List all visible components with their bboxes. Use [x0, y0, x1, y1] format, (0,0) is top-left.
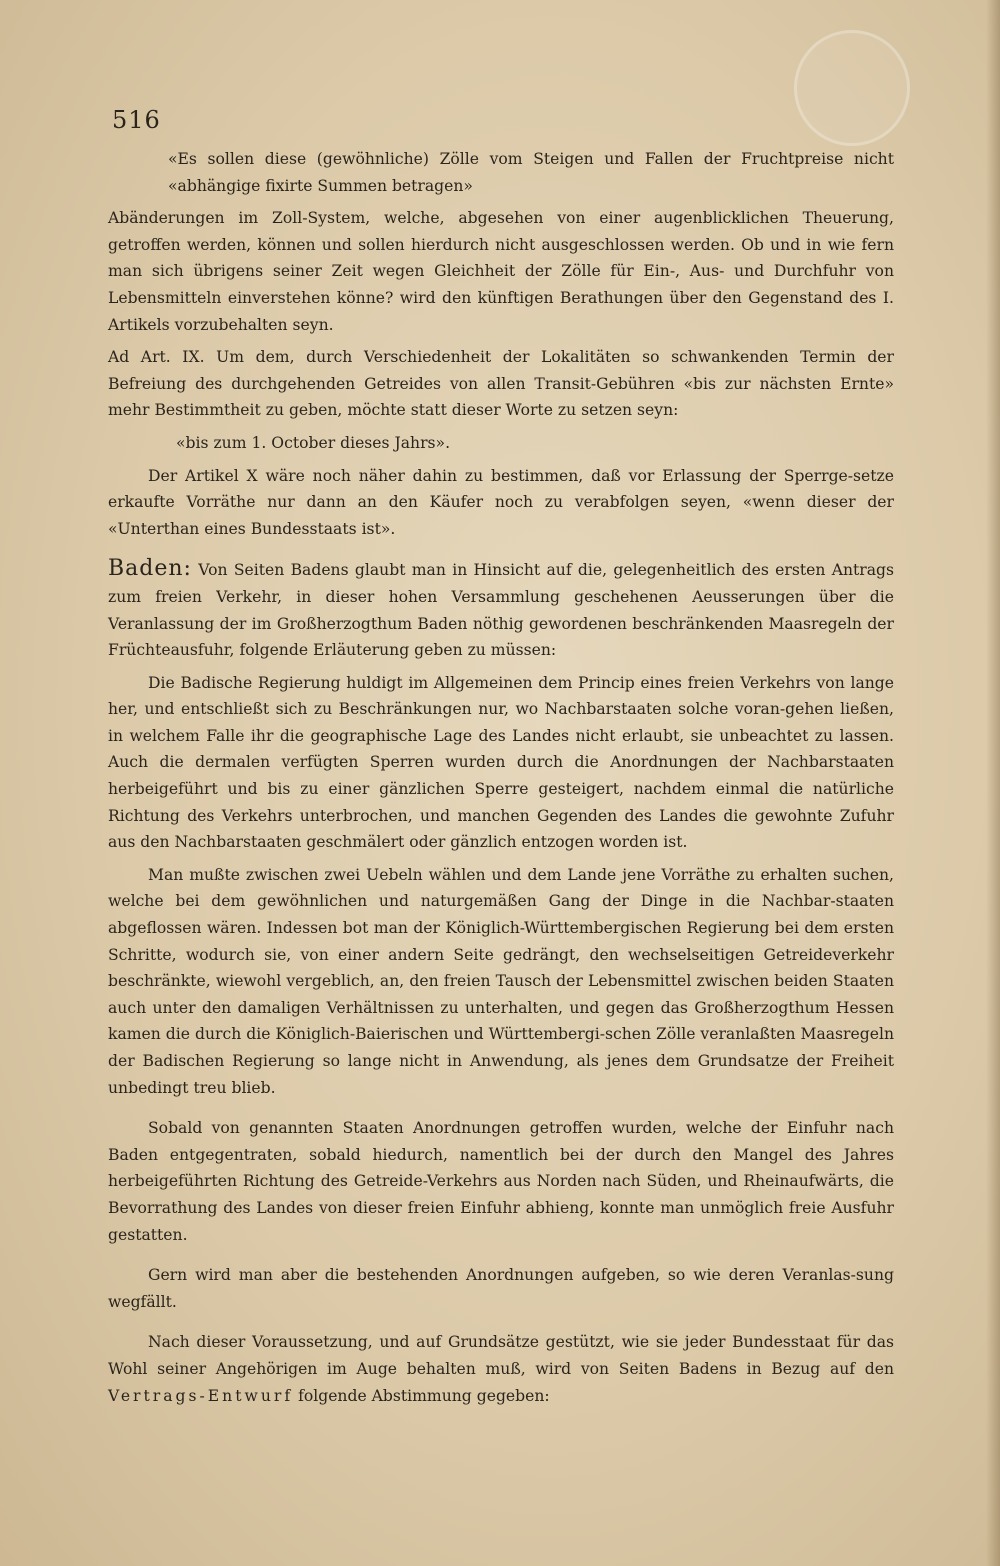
- paragraph-article-x: Der Artikel X wäre noch näher dahin zu bestimmen, daß vor Erlassung der Sperrge-setze erkaufte Vorräthe nur dann an den Käufer noch zu verabfolgen seyen, «wenn dieser der «Unterthan eines Bundesstaats ist».: [108, 466, 894, 538]
- voraussetzung-text-b: folgende Abstimmung gegeben:: [298, 1386, 550, 1405]
- paragraph-gern: Gern wird man aber die bestehenden Anordnungen aufgeben, so wie deren Veranlas-sung wegfällt.: [108, 1266, 894, 1311]
- paragraph-baden: [108, 556, 894, 663]
- vertrags-entwurf-term: Vertrags-Entwurf: [108, 1386, 294, 1405]
- paragraph-sobald: Sobald von genannten Staaten Anordnungen getroffen wurden, welche der Einfuhr nach Baden entgegentraten, sobald hiedurch, namentlich bei der durch den Mangel des Jahres herbeigeführten Richtung des Getreide-Verkehrs aus Norden nach Süden, und Rheinaufwärts, die Bevorrathung des Landes von dieser freien Einfuhr abhieng, konnte man unmöglich freie Ausfuhr gestatten.: [108, 1119, 894, 1244]
- paragraph-quote-october: «bis zum 1. October dieses Jahrs».: [176, 433, 451, 452]
- paragraph-two-evils: Man mußte zwischen zwei Uebeln wählen und dem Lande jene Vorräthe zu erhalten suchen, welche bei dem gewöhnlichen und naturgemäßen Gang der Dinge in die Nachbar-staaten abgeflossen wären. Indessen bot man der Königlich-Württembergischen Regierung bei dem ersten Schritte, wodurch sie, von einer andern Seite gedrängt, den wechselseitigen Getreideverkehr beschränkte, wiewohl vergeblich, an, den freien Tausch der Lebensmittel zwischen beiden Staaten auch unter den damaligen Verhältnissen zu unterhalten, und gegen das Großherzogthum Hessen kamen die durch die Königlich-Baierischen und Württembergi-schen Zölle veranlaßten Maasregeln der Badischen Regierung so lange nicht in Anwendung, als jenes dem Grundsatze der Freiheit unbedingt treu blieb.: [108, 865, 894, 1097]
- page-number: 516: [112, 106, 161, 134]
- baden-text: Von Seiten Badens glaubt man in Hinsicht auf die, gelegenheitlich des ersten Antrags zum freien Verkehr, in dieser hohen Versammlung geschehenen Aeusserungen über die Veranlassung der im Großherzogthum Baden nöthig gewordenen beschränkenden Maasregeln der Früchteausfuhr, folgende Erläuterung geben zu müssen:: [108, 561, 894, 660]
- article-ix-lead: Ad Art. IX.: [108, 348, 205, 367]
- paragraph-quote-customs: «Es sollen diese (gewöhnliche) Zölle vom Steigen und Fallen der Fruchtpreise nicht «abhängige fixirte Summen betragen»: [168, 150, 894, 195]
- article-ix-text: Um dem, durch Verschiedenheit der Lokalitäten so schwankenden Termin der Befreiung des durchgehenden Getreides von allen Transit-Gebühren «bis zur nächsten Ernte» mehr Bestimmtheit zu geben, möchte statt dieser Worte zu setzen seyn:: [108, 348, 894, 420]
- body-text: [108, 146, 894, 1409]
- paragraph-badische-regierung: Die Badische Regierung huldigt im Allgemeinen dem Princip eines freien Verkehrs von lange her, und entschließt sich zu Beschränkungen nur, wo Nachbarstaaten solche voran-gehen ließen, in welchem Falle ihr die geographische Lage des Landes nicht erlaubt, sie unbeachtet zu lassen. Auch die dermalen verfügten Sperren wurden durch die Anordnungen der Nachbarstaaten herbeigeführt und bis zu einer gänzlichen Sperre gesteigert, nachdem einmal die natürliche Richtung des Verkehrs unterbrochen, und manchen Gegenden des Landes die gewohnte Zufuhr aus den Nachbarstaaten geschmälert oder gänzlich entzogen worden ist.: [108, 673, 894, 852]
- library-stamp: [794, 30, 910, 146]
- paragraph-article-ix: [108, 344, 894, 424]
- baden-heading: Baden:: [108, 556, 192, 582]
- paragraph-voraussetzung: [108, 1329, 894, 1409]
- paragraph-customs-changes: Abänderungen im Zoll-System, welche, abgesehen von einer augenblicklichen Theuerung, getroffen werden, können und sollen hierdurch nicht ausgeschlossen werden. Ob und in wie fern man sich übrigens seiner Zeit wegen Gleichheit der Zölle für Ein-, Aus- und Durchfuhr von Lebensmitteln einverstehen könne? wird den künftigen Berathungen über den Gegenstand des I. Artikels vorzubehalten seyn.: [108, 209, 894, 334]
- voraussetzung-text-a: Nach dieser Voraussetzung, und auf Grundsätze gestützt, wie sie jeder Bundesstaat für das Wohl seiner Angehörigen im Auge behalten muß, wird von Seiten Badens in Bezug auf den: [108, 1333, 894, 1378]
